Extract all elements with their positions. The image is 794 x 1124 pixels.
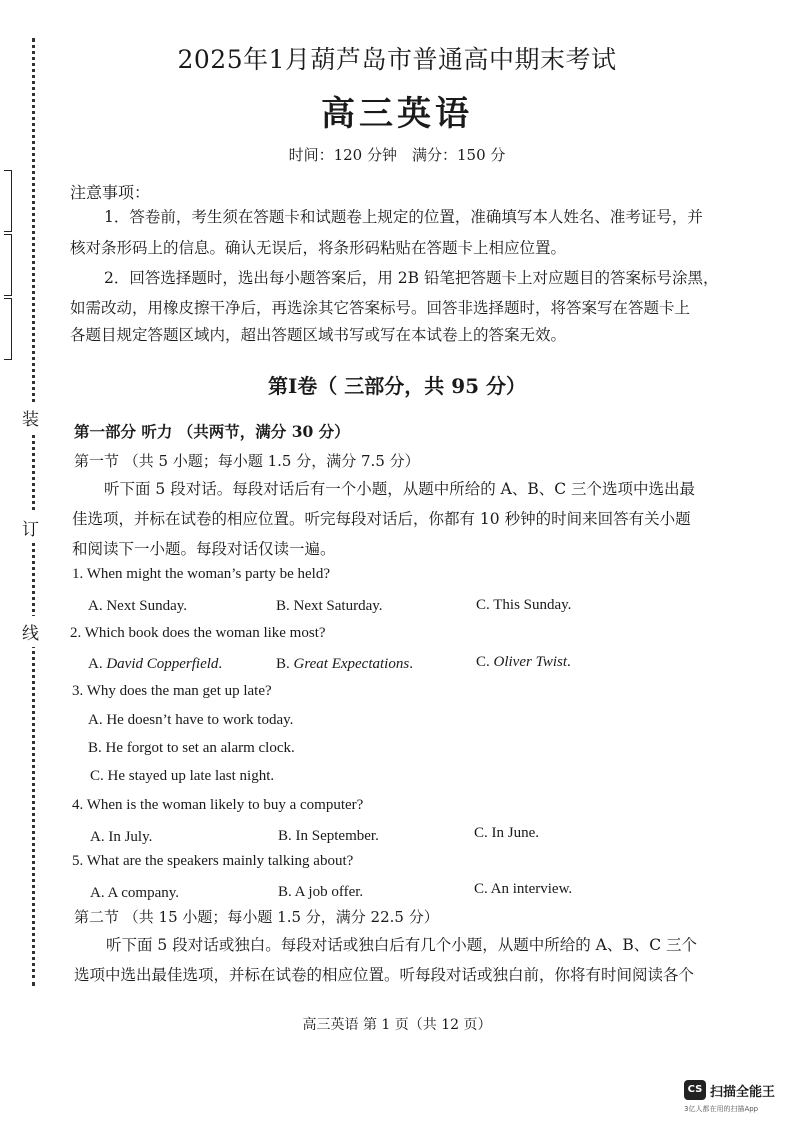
- q1-option-c: C. This Sunday.: [476, 597, 572, 613]
- page-footer: 高三英语 第 1 页（共 12 页）: [302, 1017, 492, 1033]
- exam-subject: 高三英语: [321, 94, 473, 134]
- question-4: 4. When is the woman likely to buy a computer?: [72, 797, 364, 813]
- sec2-instruction: 选项中选出最佳选项，并标在试卷的相应位置。听每段对话或独白前，你将有时间阅读各个: [74, 966, 695, 984]
- q3-option-b: B. He forgot to set an alarm clock.: [88, 740, 295, 756]
- binding-char-zhuang: 装: [22, 402, 39, 433]
- q1-option-a: A. Next Sunday.: [88, 598, 188, 614]
- sec2-title: 第二节 （共 15 小题；每小题 1.5 分，满分 22.5 分）: [74, 908, 439, 926]
- sec1-instruction: 佳选项，并标在试卷的相应位置。听完每段对话后，你都有 10 秒钟的时间来回答有关小题: [72, 510, 691, 528]
- camscanner-tagline: 3亿人都在用的扫描App: [684, 1105, 759, 1113]
- question-5: 5. What are the speakers mainly talking about?: [72, 853, 354, 869]
- section-title: 第Ⅰ卷（ 三部分，共 95 分）: [267, 374, 527, 398]
- notice-line: 1．答卷前，考生须在答题卡和试题卷上规定的位置，准确填写本人姓名、准考证号，并: [104, 208, 703, 226]
- q3-option-a: A. He doesn’t have to work today.: [88, 712, 294, 728]
- q2-option-c: C. Oliver Twist.: [476, 654, 571, 670]
- question-3: 3. Why does the man get up late?: [72, 683, 272, 699]
- part1-title: 第一部分 听力 （共两节，满分 30 分）: [74, 422, 350, 441]
- q2-option-a: A. David Copperfield.: [88, 656, 223, 672]
- binding-char-ding: 订: [22, 512, 39, 543]
- q4-option-b: B. In September.: [278, 828, 379, 844]
- exam-meta: 时间：120 分钟 满分：150 分: [288, 146, 506, 164]
- notice-line: 各题目规定答题区域内，超出答题区域书写或写在本试卷上的答案无效。: [70, 326, 567, 344]
- binding-bracket: [4, 234, 12, 296]
- notice-line: 核对条形码上的信息。确认无误后，将条形码粘贴在答题卡上相应位置。: [70, 239, 567, 257]
- sec1-title: 第一节 （共 5 小题；每小题 1.5 分，满分 7.5 分）: [74, 452, 420, 470]
- question-2: 2. Which book does the woman like most?: [70, 625, 326, 641]
- q4-option-c: C. In June.: [474, 825, 539, 841]
- binding-bracket: [4, 170, 12, 232]
- camscanner-name: 扫描全能王: [710, 1085, 776, 1100]
- q2-option-b: B. Great Expectations.: [276, 656, 413, 672]
- q5-option-a: A. A company.: [90, 885, 180, 901]
- notice-line: 如需改动，用橡皮擦干净后，再选涂其它答案标号。回答非选择题时，将答案写在答题卡上: [70, 299, 691, 317]
- sec2-instruction: 听下面 5 段对话或独白。每段对话或独白后有几个小题，从题中所给的 A、B、C 三个: [106, 936, 698, 954]
- binding-bracket: [4, 298, 12, 360]
- exam-title: 2025年1月葫芦岛市普通高中期末考试: [177, 45, 617, 74]
- sec1-instruction: 听下面 5 段对话。每段对话后有一个小题，从题中所给的 A、B、C 三个选项中选出最: [104, 480, 696, 498]
- sec1-instruction: 和阅读下一小题。每段对话仅读一遍。: [72, 540, 336, 558]
- binding-char-xian: 线: [22, 616, 39, 647]
- notice-line: 2．回答选择题时，选出每小题答案后，用 2B 铅笔把答题卡上对应题目的答案标号涂黑，: [104, 269, 719, 287]
- q3-option-c: C. He stayed up late last night.: [90, 768, 275, 784]
- q4-option-a: A. In July.: [90, 829, 153, 845]
- q5-option-c: C. An interview.: [474, 881, 573, 897]
- question-1: 1. When might the woman’s party be held?: [72, 566, 330, 582]
- q5-option-b: B. A job offer.: [278, 884, 364, 900]
- camscanner-logo-icon: CS: [684, 1080, 706, 1100]
- q1-option-b: B. Next Saturday.: [276, 598, 383, 614]
- notice-heading: 注意事项：: [70, 183, 151, 202]
